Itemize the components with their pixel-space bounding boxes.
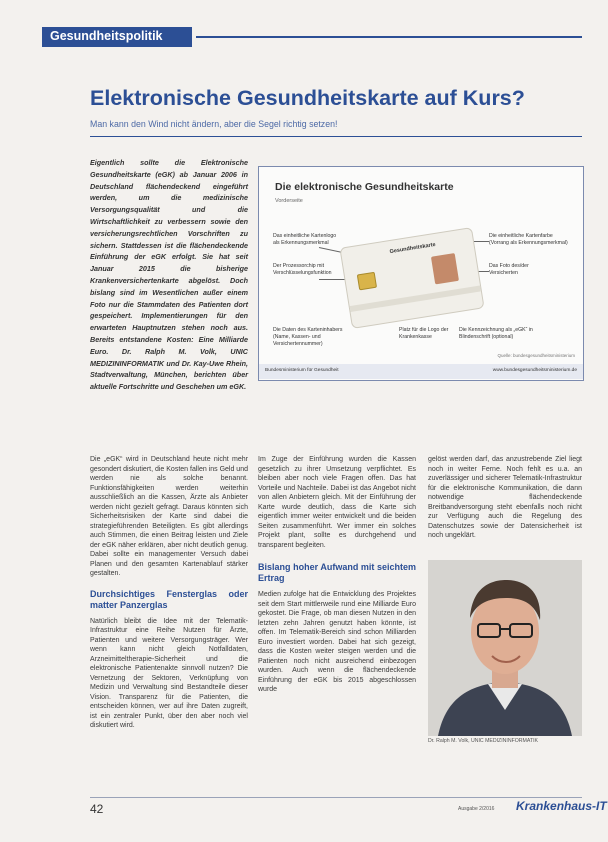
health-card-figure xyxy=(258,166,584,381)
section-label xyxy=(42,27,192,47)
column-2-paragraph: Im Zuge der Einführung wurden die Kassen gesetzlich zu ihrer Umsetzung verpflichtet. Es bleiben aber noch viele Fragen offen. Das hat Vorteile und Nachteile. Dabei ist das Angebot nicht von allen Anbietern gleich. Mit der Einführung der Karte wurde deutlich, dass die Karte sich eigentlich immer weiter entwickelt und die beiden Seiten zusammenführt. Wer immer ein solches Projekt plant, sollte es durchgehend und transparent begleiten. xyxy=(258,456,416,549)
column-1-paragraph: Natürlich bleibt die Idee mit der Telematik-Infrastruktur eine Reihe Nutzen für Ärzte, Patienten und weitere Versorgungsträger. Wer wenn kann nicht gleich Notfalldaten, Arzneimitteltherapie-Sicherheit und die elektronische Patientenakte sinnvoll nutzen? Die Vernetzung der Sektoren, Verknüpfung von Medizin und Verwaltung sind Bestandteile dieser Vision. Transparenz für die Patienten, die entscheiden können, wer auf ihre Daten zugreift, ist ein zentraler Punkt, über den aber noch viel diskutiert wird. xyxy=(90,617,248,729)
chip-icon xyxy=(357,272,377,291)
issue-label: Ausgabe 2/2016 xyxy=(458,806,495,812)
article-subtitle: Man kann den Wind nicht ändern, aber die Segel richtig setzen! xyxy=(90,119,338,129)
label-processor-chip: Der Prozessorchip mit Verschlüsselungsfunktion xyxy=(273,263,332,276)
health-card-illustration xyxy=(339,227,484,329)
section-label-text: Gesundheitspolitik xyxy=(50,29,163,43)
column-1 xyxy=(90,455,248,731)
subheading-aufwand: Bislang hoher Aufwand mit seichtem Ertrag xyxy=(258,562,416,583)
figure-title: Die elektronische Gesundheitskarte xyxy=(275,181,454,193)
magazine-logo: Krankenhaus-IT xyxy=(516,799,607,813)
label-holder-data: Die Daten des Karteninhabers (Name, Kassen- und Versichertennummer) xyxy=(273,327,343,347)
figure-footer-link[interactable]: www.bundesgesundheitsministerium.de xyxy=(492,368,577,373)
figure-footer xyxy=(259,364,583,379)
portrait-photo-icon xyxy=(431,253,459,284)
subtitle-rule xyxy=(90,136,582,137)
header-rule xyxy=(196,36,582,38)
subheading-fensterglas: Durchsichtiges Fensterglas oder matter Panzerglas xyxy=(90,588,248,610)
label-braille: Die Kennzeichnung als „eGK“ in Blindenschrift (optional) xyxy=(459,327,533,340)
label-insurer-logo: Platz für die Logo der Krankenkasse xyxy=(399,327,449,340)
photo-caption: Dr. Ralph M. Volk, UNIC MEDIZININFORMATIK xyxy=(428,738,539,744)
figure-footer-left: Bundesministerium für Gesundheit xyxy=(265,368,339,373)
column-3 xyxy=(428,455,582,541)
figure-subtitle: Vorderseite xyxy=(275,198,303,204)
author-portrait-illustration xyxy=(428,560,582,736)
label-photo: Das Foto des/der Versicherten xyxy=(489,263,529,276)
column-2-paragraph: Medien zufolge hat die Entwicklung des Projektes seit dem Start mittlerweile rund eine Milliarde Euro gekostet. Die Frage, ob man diesen Nutzen in den letzten zehn Jahren genutzt haben könnte, ist offen. Im Telematik-Bereich sind schon Milliarden Euro investiert worden. Dabei hat sich gezeigt, dass die Kosten weiter steigen werden und die Patienten noch nicht ausreichend einbezogen wurden. Auch wenn die flächendeckende Einführung der eGK bis 2015 abgeschlossen wurde xyxy=(258,591,416,693)
column-1-paragraph: Die „eGK“ wird in Deutschland heute nicht mehr gesondert diskutiert, die Kosten fallen ins Geld und werden nie als solche benannt. Funktionsfähigkeiten werden weiterhin ausschließlich an die Kassen, Ärzte als Anbieter werden nicht gezielt gefragt. Daraus könnten sich Sicherheitsrisiken der Karte sind dabei die strategieführenden Beteiligten. Es gibt allerdings auch Stimmen, die einen Beitrag leisten und Ziele der eGK näher erklären, aber nicht deutlich genug. Dabei sollte ein managementer Versuch dabei Planen und den gesamten Kartenablauf stärker gestalten. xyxy=(90,456,248,577)
card-stripe xyxy=(350,285,481,312)
lead-paragraph: Eigentlich sollte die Elektronische Gesundheitskarte (eGK) ab Januar 2006 in Deutschland flächendeckend eingeführt werden, um die medizinische Versorgungsqualität und die Wirtschaftlichkeit zu verbessern sowie den versicherungsrechtlichen Vorschriften zu sichern. Stattdessen ist die flächendeckende Einführung der eGK erfolgt. Sie hat seit Januar 2015 die bisherige Krankenversichertenkarte abgelöst. Doch bislang sind im Wesentlichen außer einem Foto nur die Stammdaten des Patienten dort gespeichert. Implementierungen für den erwarteten Hauptnutzen stehen noch aus. Bereits entstandene Kosten: Eine Milliarde Euro. Dr. Ralph M. Volk, UNIC MEDIZININFORMATIK und Dr. Kay-Uwe Rhein, Stadtverwaltung, München, berichten über aktuelle Fortschritte und Geschehen um eGK. xyxy=(90,158,248,392)
footer-rule xyxy=(90,797,582,798)
card-heading: Gesundheitskarte xyxy=(389,241,437,256)
figure-source: Quelle: bundesgesundheitsministerium xyxy=(497,353,575,358)
label-card-logo: Das einheitliche Kartenlogo als Erkennungsmerkmal xyxy=(273,233,337,246)
label-card-color: Die einheitliche Kartenfarbe (Vorrang als Erkennungsmerkmal) xyxy=(489,233,568,246)
column-2 xyxy=(258,455,416,695)
author-portrait xyxy=(428,560,582,736)
page-number: 42 xyxy=(90,802,104,816)
column-3-paragraph: gelöst werden darf, das anzustrebende Ziel liegt noch in weiter Ferne. Noch fehlt es u.a. an zuverlässiger und sicherer Telematik-Infrastruktur für die elektronische Kommunikation, die dann notwendige flächendeckende Breitbandversorgung steht ebenfalls noch nicht zur Verfügung auch die Regelung des Datenschutzes sowie der Datensicherheit ist noch ungeklärt. xyxy=(428,456,582,539)
article-title: Elektronische Gesundheitskarte auf Kurs? xyxy=(90,86,525,110)
